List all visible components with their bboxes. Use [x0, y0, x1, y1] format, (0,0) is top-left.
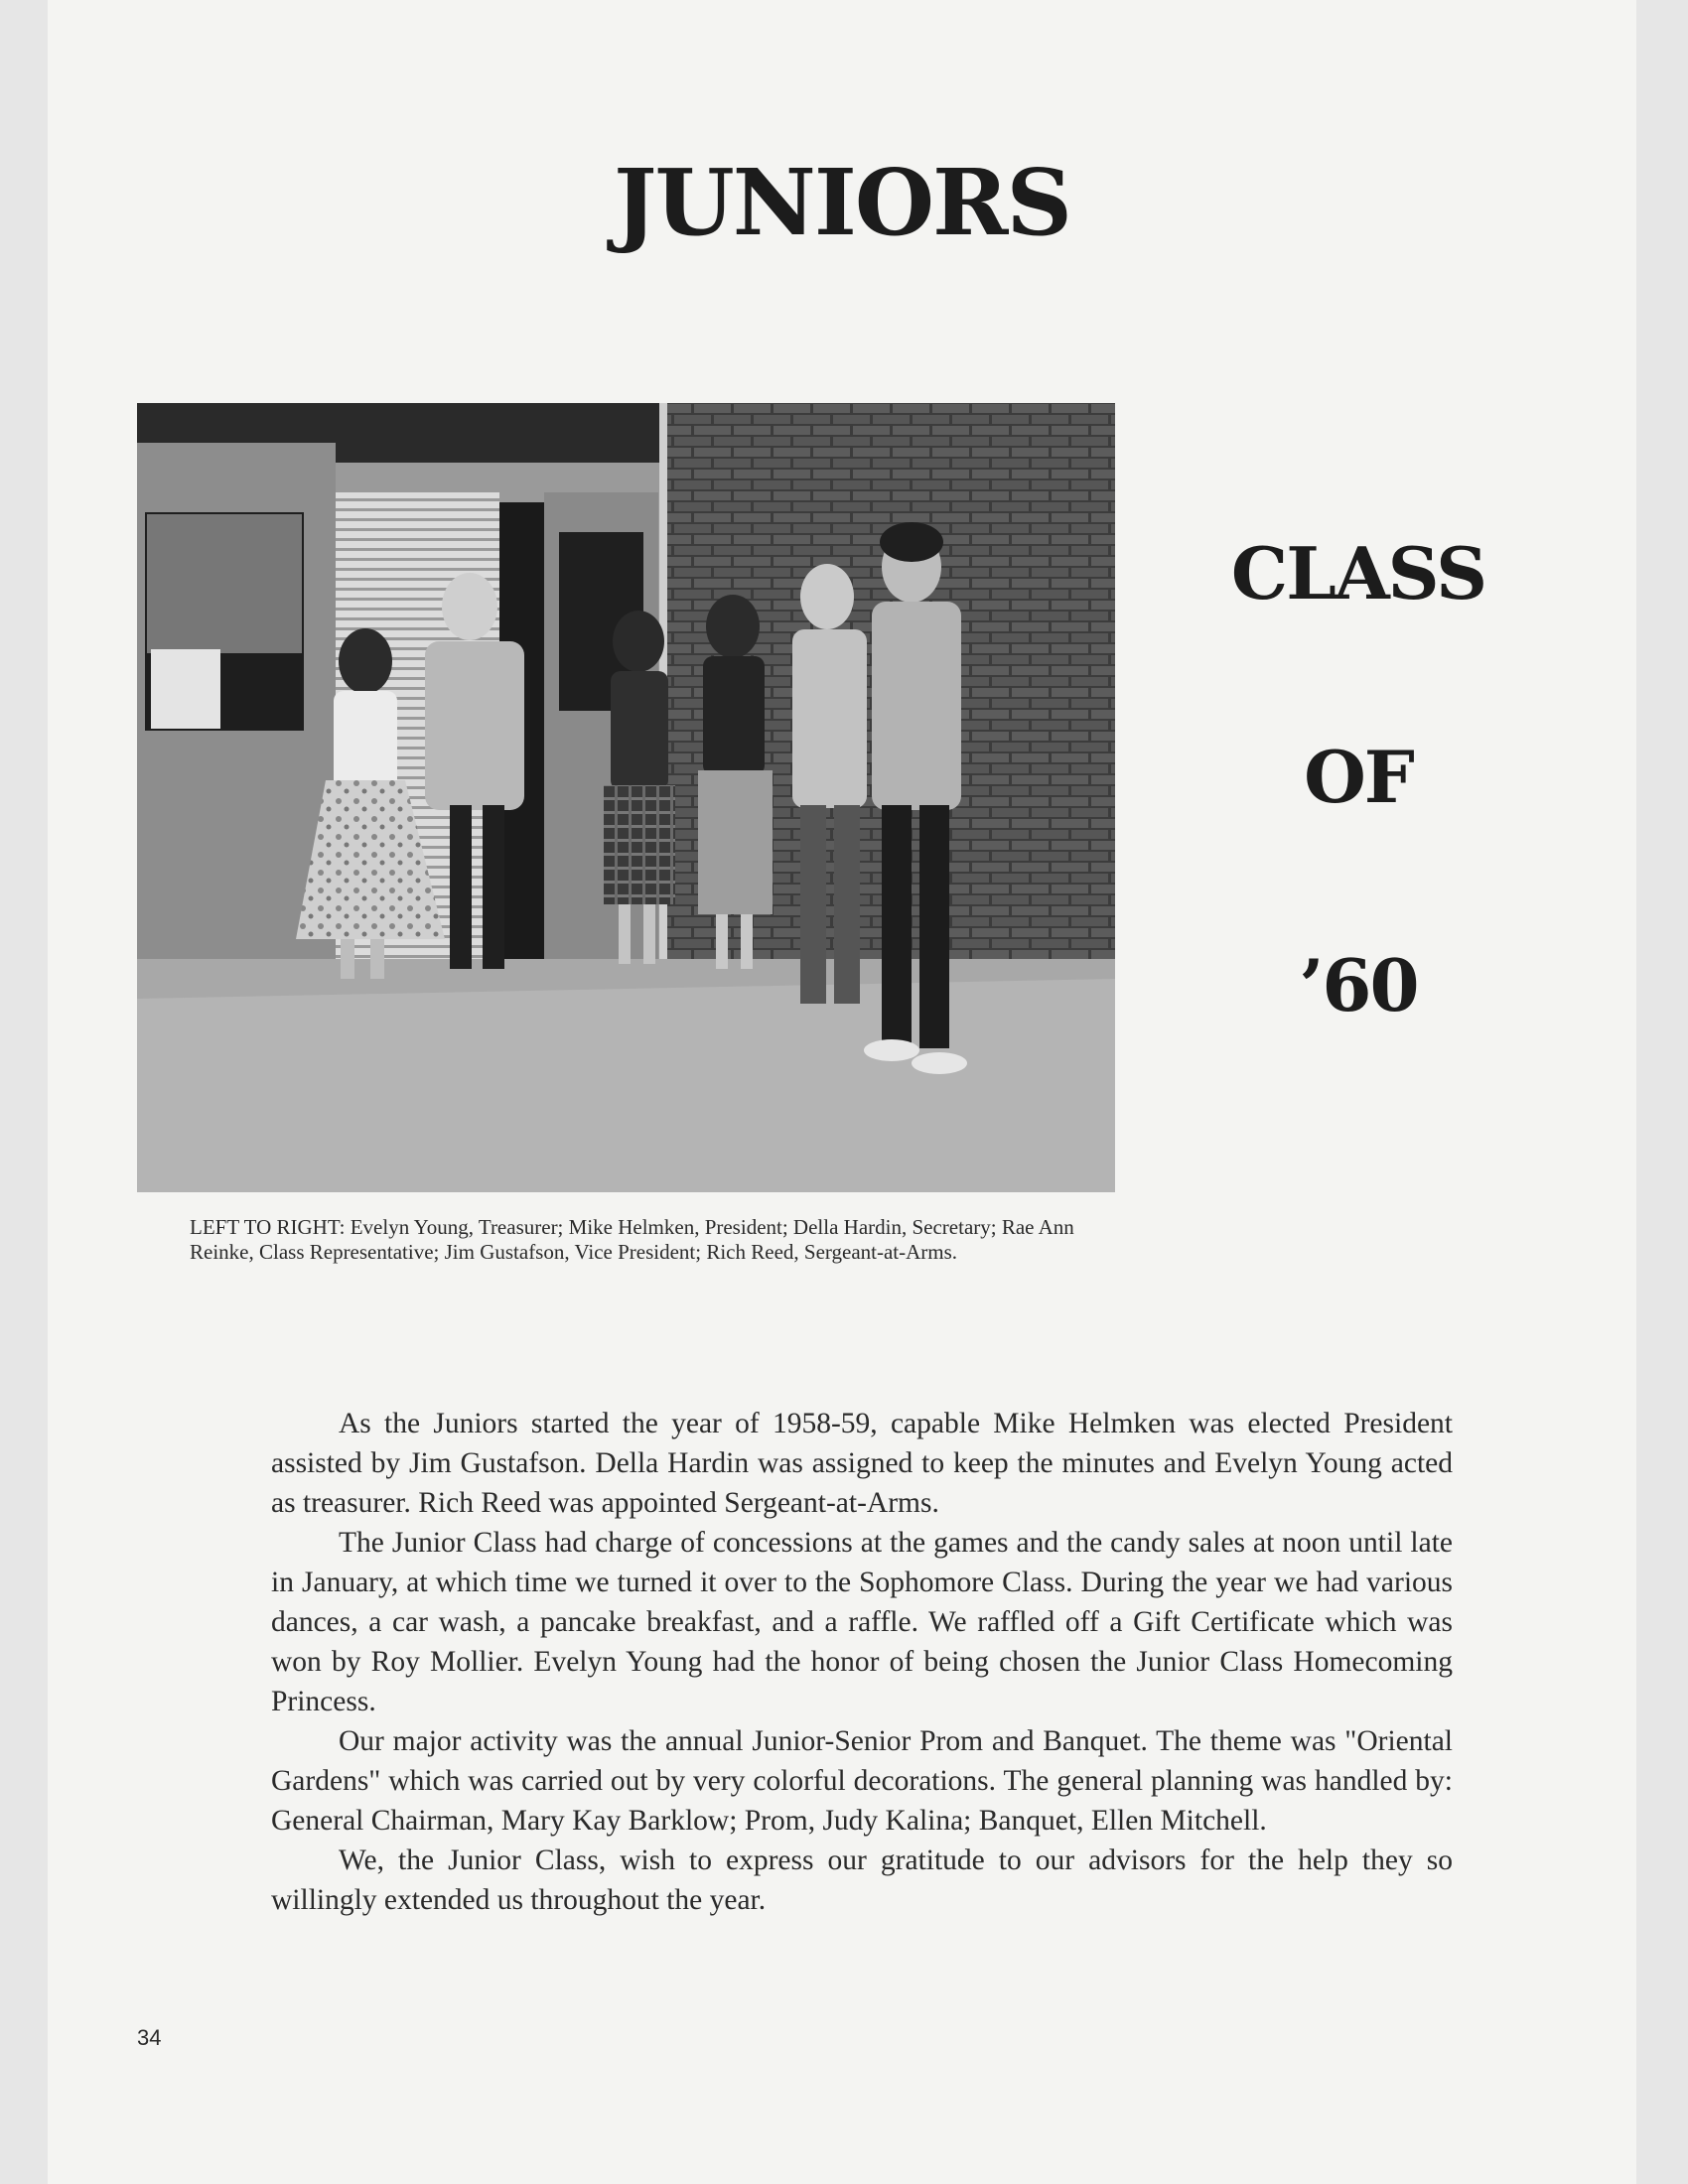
class-officers-photo [137, 403, 1115, 1192]
side-title-of: OF [1304, 735, 1413, 819]
page-heading: JUNIORS [614, 149, 1070, 256]
group-photo-icon [137, 403, 1115, 1192]
yearbook-page [48, 0, 1636, 2184]
side-title-class: CLASS [1230, 531, 1486, 615]
side-title-year: ’60 [1299, 943, 1418, 1027]
paragraph: As the Juniors started the year of 1958-59, capable Mike Helmken was elected President assisted by Jim Gustafson. Della Hardin was assigned to keep the minutes and Evelyn Young acted as treasurer. Rich Reed was appointed Sergeant-at-Arms. [271, 1408, 1453, 1519]
paragraph: We, the Junior Class, wish to express our gratitude to our advisors for the help they so willingly extended us throughout the year. [271, 1844, 1453, 1916]
paragraph: Our major activity was the annual Junior-Senior Prom and Banquet. The theme was "Oriental Gardens" which was carried out by very colorful decorations. The general planning was handled by: General Chairman, Mary Kay Barklow; Prom, Judy Kalina; Banquet, Ellen Mitchell. [271, 1725, 1453, 1837]
paragraph: The Junior Class had charge of concessions at the games and the candy sales at noon until late in January, at which time we turned it over to the Sophomore Class. During the year we had various dances, a car wash, a pancake breakfast, and a raffle. We raffled off a Gift Certificate which was won by Roy Mollier. Evelyn Young had the honor of being chosen the Junior Class Homecoming Princess. [271, 1527, 1453, 1717]
photo-caption: LEFT TO RIGHT: Evelyn Young, Treasurer; Mike Helmken, President; Della Hardin, Secretary; Rae Ann Reinke, Class Representative; Jim Gustafson, Vice President; Rich Reed, Sergeant-at-Arms. [190, 1215, 1074, 1264]
page-number: 34 [137, 2025, 162, 2050]
article-body [271, 1404, 1453, 1920]
